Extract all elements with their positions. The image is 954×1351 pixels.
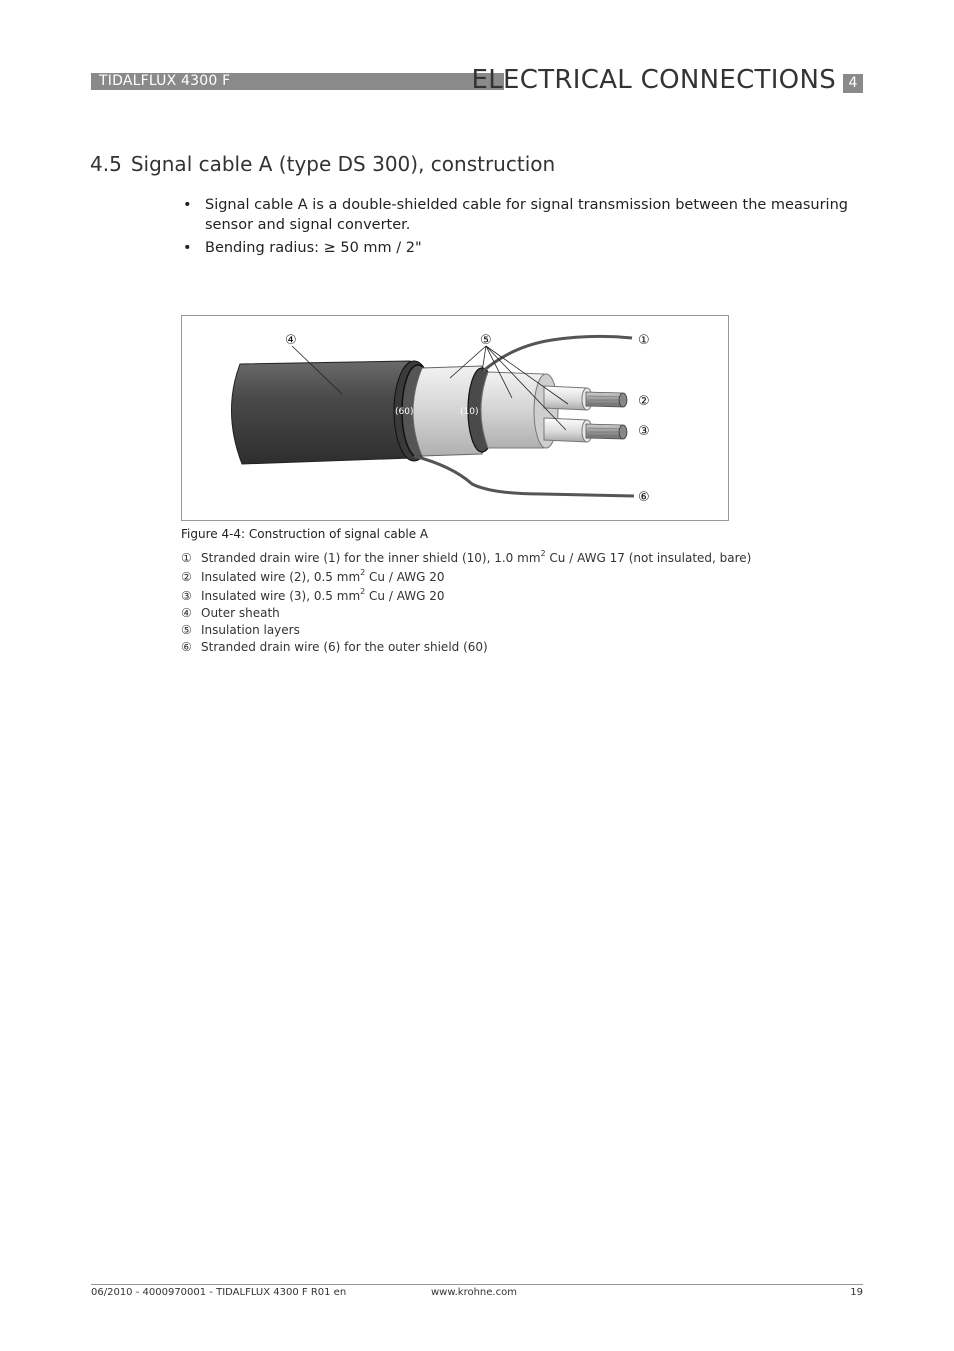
- callout-3: ③: [638, 424, 650, 439]
- footer-website-link[interactable]: www.krohne.com: [431, 1287, 517, 1298]
- figure-caption: Figure 4-4: Construction of signal cable A: [181, 527, 429, 541]
- inner-shield-label: (10): [460, 407, 479, 417]
- legend-marker: ②: [181, 570, 192, 584]
- callout-2: ②: [638, 394, 650, 409]
- legend-marker: ④: [181, 606, 192, 620]
- cable-illustration: [182, 316, 730, 522]
- section-title: [90, 152, 555, 176]
- legend-text: Stranded drain wire (1) for the inner shield (10), 1.0 mm: [201, 551, 541, 565]
- bullet-item: [183, 238, 853, 258]
- legend-text-tail: Cu / AWG 20: [365, 570, 445, 584]
- legend-item: [181, 588, 751, 605]
- outer-shield-label: (60): [395, 407, 414, 417]
- legend-marker: ③: [181, 589, 192, 603]
- section-title-text: Signal cable A (type DS 300), construction: [130, 152, 556, 176]
- callout-1: ①: [638, 333, 650, 348]
- callout-5: ⑤: [480, 333, 492, 348]
- legend-marker: ①: [181, 551, 192, 565]
- drain-wire-1: [482, 336, 632, 372]
- legend-superscript: 2: [540, 549, 546, 558]
- footer-page-number: 19: [850, 1287, 863, 1298]
- bullet-text: Signal cable A is a double-shielded cable for signal transmission between the measuring sensor and signal converter.: [205, 197, 848, 233]
- conductor-3: [586, 424, 624, 439]
- callout-4: ④: [285, 333, 297, 348]
- legend-item: [181, 569, 751, 586]
- legend-text: Stranded drain wire (6) for the outer shield (60): [201, 640, 488, 654]
- figure-legend: [181, 550, 751, 656]
- legend-text-tail: Cu / AWG 20: [365, 589, 445, 603]
- header-product-name: TIDALFLUX 4300 F: [99, 73, 231, 89]
- bullet-dot: •: [183, 240, 192, 256]
- legend-marker: ⑥: [181, 640, 192, 654]
- callout-6: ⑥: [638, 490, 650, 505]
- legend-text: Insulation layers: [201, 623, 300, 637]
- section-number: 4.5: [90, 152, 122, 176]
- legend-text: Insulated wire (2), 0.5 mm: [201, 570, 361, 584]
- legend-item: [181, 639, 751, 656]
- legend-superscript: 2: [360, 568, 366, 577]
- bullet-dot: •: [183, 197, 192, 213]
- legend-item: [181, 622, 751, 639]
- header-chapter-number: 4: [843, 74, 863, 93]
- outer-sheath: [231, 361, 421, 464]
- legend-item: [181, 605, 751, 622]
- footer-document-info: 06/2010 - 4000970001 - TIDALFLUX 4300 F R01 en: [91, 1287, 347, 1298]
- legend-superscript: 2: [360, 587, 366, 596]
- legend-item: [181, 550, 751, 567]
- cable-figure: [181, 315, 729, 521]
- legend-text: Insulated wire (3), 0.5 mm: [201, 589, 361, 603]
- legend-text: Outer sheath: [201, 606, 280, 620]
- header-chapter-title: ELECTRICAL CONNECTIONS: [471, 65, 836, 95]
- bullet-text: Bending radius: ≥ 50 mm / 2": [205, 240, 422, 256]
- legend-marker: ⑤: [181, 623, 192, 637]
- bullet-item: [183, 195, 853, 235]
- conductor-2: [586, 392, 624, 407]
- footer-rule: [91, 1284, 863, 1285]
- drain-wire-6: [414, 456, 634, 496]
- legend-text-tail: Cu / AWG 17 (not insulated, bare): [545, 551, 752, 565]
- bullet-list: [183, 195, 853, 261]
